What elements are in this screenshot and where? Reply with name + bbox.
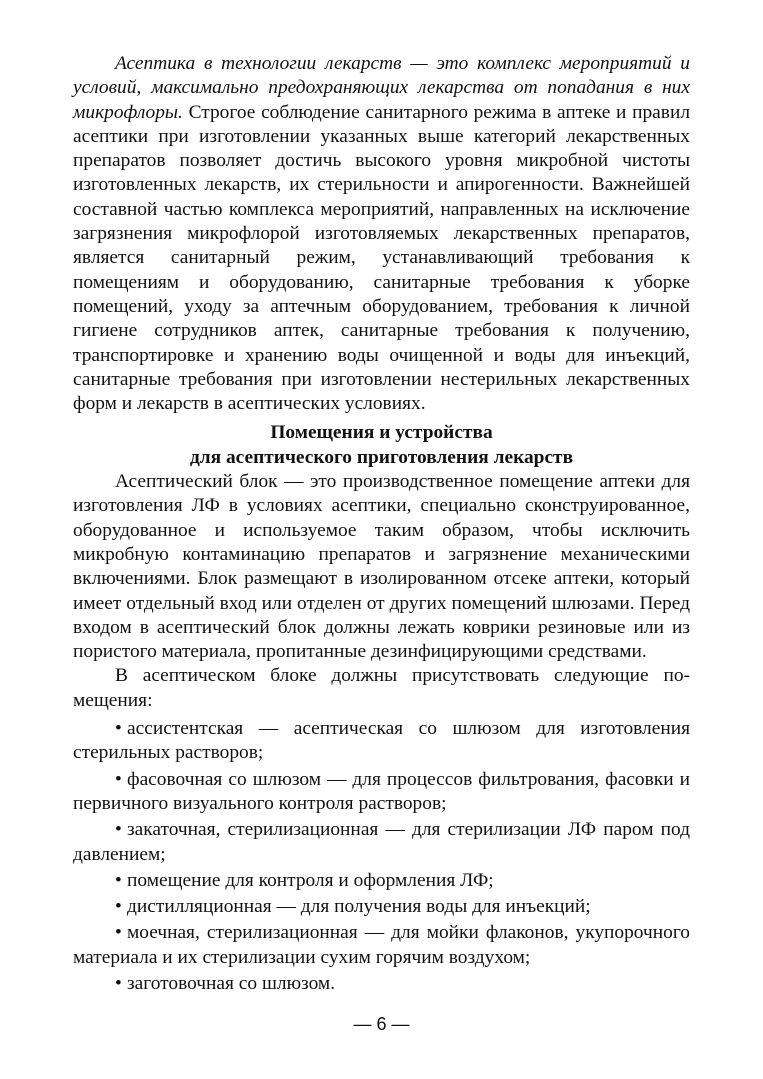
list-item — [73, 895, 690, 919]
intro-paragraph — [73, 52, 690, 416]
list-item — [73, 768, 690, 817]
rooms-list — [73, 717, 690, 996]
rooms-intro-paragraph: В асептическом блоке должны присутствовать следующие помещения: — [73, 665, 690, 711]
asepsis-definition: Асептика в технологии лекарств — это комплекс мероприятий и условий, максимально предохраняющих лекарства от попадания в них микрофлоры. — [73, 53, 690, 123]
bullet-icon: • — [115, 972, 122, 994]
bullet-icon: • — [115, 819, 122, 841]
section-heading-line-1: Помещения и устройства — [270, 422, 493, 444]
bullet-icon: • — [115, 718, 122, 740]
section-heading — [73, 421, 690, 470]
list-item — [73, 717, 690, 766]
list-item-text: ассистентская — асептическая со шлюзом для изготовления стерильных растворов; — [73, 718, 690, 764]
list-item — [73, 869, 690, 893]
list-item-text: заготовочная со шлюзом. — [127, 972, 336, 994]
list-item — [73, 972, 690, 996]
section-heading-line-2: для асептического приготовления лекарств — [189, 446, 574, 468]
list-item-text: дистилляционная — для получения воды для инъекций; — [127, 896, 591, 918]
bullet-icon: • — [115, 768, 122, 790]
aseptic-block-paragraph: Асептический блок — это производственное помещение аптеки для изготовления ЛФ в условиях асептики, специально сконструированное, оборудованное и используемое таким образом, чтобы исключить микробную контаминацию препаратов и загрязнение механическими включениями. Блок размещают в изолированном отсеке аптеки, который имеет отдельный вход или отделен от других помещений шлюзами. Перед входом в асептический блок должны лежать коврики резиновые или из пористого материала, пропитанные дезинфицирующими средствами. — [73, 471, 690, 663]
list-item — [73, 921, 690, 970]
list-item-text: помещение для контроля и оформления ЛФ; — [127, 869, 494, 891]
intro-text: Строгое соблюдение санитарного режима в аптеке и правил асептики при изготовлении указанных выше категорий лекарственных препаратов позволяет достичь высокого уровня микробной чистоты изготовленных лекарств, их стерильности и апирогенности. Важнейшей составной частью комплекса мероприятий, направленных на исключение загрязнения микрофлорой изготовляемых лекарственных препаратов, является санитарный режим, устанавливающий требования к помещениям и оборудованию, санитарные требования к уборке помещений, уходу за аптечным оборудованием, требования к личной гигиене сотрудников аптек, санитарные требования к получению, транспортировке и хранению воды очищенной и воды для инъекций, санитарные требования при изготовлении нестерильных лекарственных форм и лекарств в асептических условиях. — [73, 101, 690, 415]
bullet-icon: • — [115, 896, 122, 918]
list-item-text: закаточная, стерилизационная — для стерилизации ЛФ паром под давлением; — [73, 819, 690, 865]
bullet-icon: • — [115, 869, 122, 891]
list-item-text: фасовочная со шлюзом — для процессов фильтрования, фасовки и первичного визуального контроля растворов; — [73, 768, 690, 814]
page-number: — 6 — — [353, 1014, 410, 1034]
list-item-text: моечная, стерилизационная — для мойки флаконов, укупорочного материала и их стерилизации сухим горячим воздухом; — [73, 922, 690, 968]
bullet-icon: • — [115, 922, 122, 944]
page-body — [73, 52, 690, 996]
list-item — [73, 818, 690, 867]
